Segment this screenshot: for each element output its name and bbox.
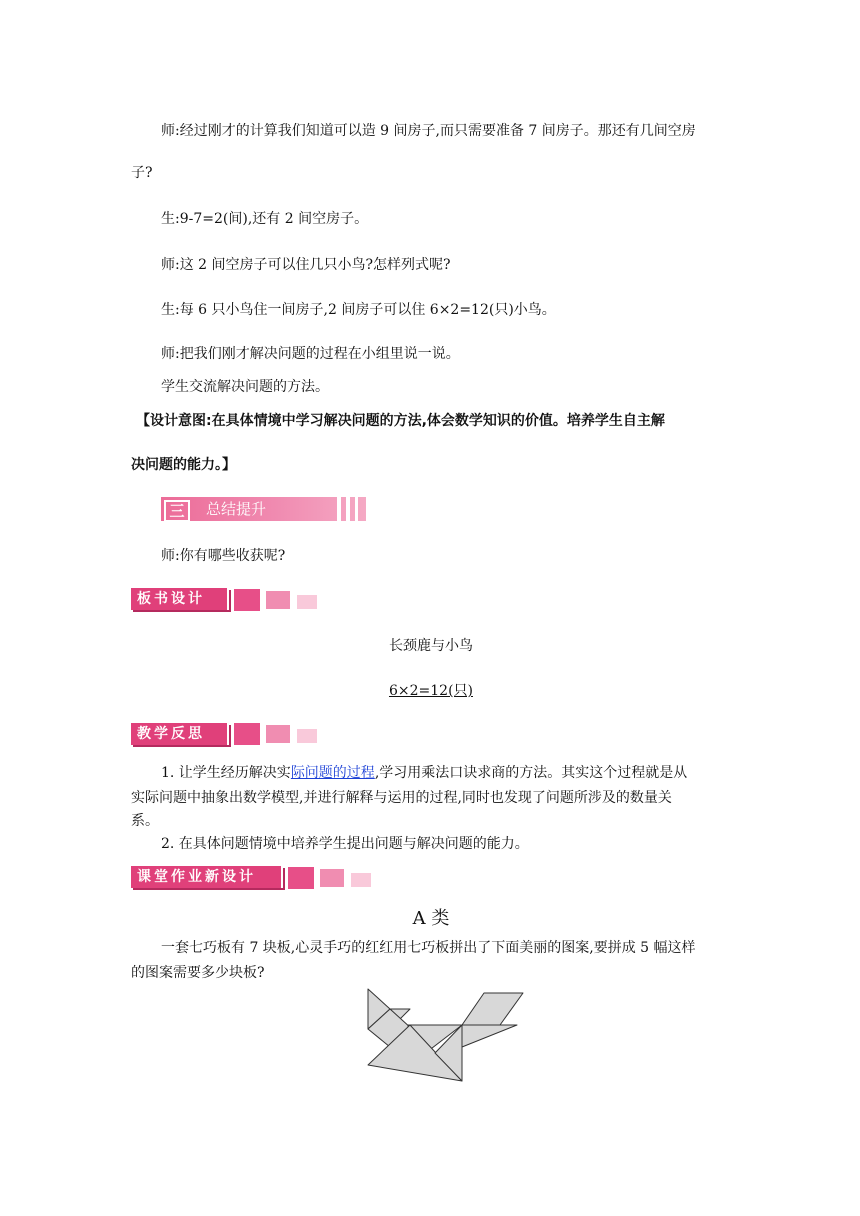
dialogue-line-6: 学生交流解决问题的方法。 bbox=[161, 379, 329, 395]
decor-square bbox=[288, 867, 314, 889]
homework-question-line-1: 一套七巧板有 7 块板,心灵手巧的红红用七巧板拼出了下面美丽的图案,要拼成 5 幅这样 bbox=[161, 940, 696, 956]
homework-question-line-2: 的图案需要多少块板? bbox=[131, 965, 265, 981]
reflection-label: 教学反思 bbox=[131, 723, 229, 745]
decor-square bbox=[234, 589, 260, 611]
board-design-label: 板书设计 bbox=[131, 588, 229, 610]
section-stripe bbox=[355, 497, 358, 521]
reflection-link[interactable]: 际问题的过程 bbox=[290, 765, 375, 781]
homework-label: 课堂作业新设计 bbox=[131, 866, 283, 888]
decor-square bbox=[266, 725, 290, 743]
dialogue-line-3: 师:这 2 间空房子可以住几只小鸟?怎样列式呢? bbox=[161, 257, 451, 273]
board-formula: 6×2=12(只) bbox=[388, 683, 473, 699]
homework-category: A 类 bbox=[412, 908, 450, 929]
tangram-body-back bbox=[462, 1025, 517, 1047]
decor-square bbox=[297, 595, 317, 609]
tangram-tail bbox=[462, 993, 523, 1025]
decor-square bbox=[266, 591, 290, 609]
dialogue-line-1: 师:经过刚才的计算我们知道可以造 9 间房子,而只需要准备 7 间房子。那还有几间空房 bbox=[161, 123, 696, 139]
summary-question: 师:你有哪些收获呢? bbox=[161, 548, 286, 564]
reflection-item-2: 2. 在具体问题情境中培养学生提出问题与解决问题的能力。 bbox=[161, 836, 529, 852]
dialogue-line-1-cont: 子? bbox=[131, 165, 153, 181]
dialogue-line-5: 师:把我们刚才解决问题的过程在小组里说一说。 bbox=[161, 346, 460, 362]
board-title: 长颈鹿与小鸟 bbox=[389, 638, 473, 654]
reflection-item-1: 1. 让学生经历解决实际问题的过程,学习用乘法口诀求商的方法。其实这个过程就是从 bbox=[161, 765, 688, 781]
reflection-item-1-line-2: 实际问题中抽象出数学模型,并进行解释与运用的过程,同时也发现了问题所涉及的数量关 bbox=[131, 790, 672, 806]
reflection-item-1-line-3: 系。 bbox=[131, 813, 159, 829]
design-intent-line-2: 决问题的能力。】 bbox=[131, 457, 236, 473]
dialogue-line-2: 生:9-7=2(间),还有 2 间空房子。 bbox=[161, 211, 369, 227]
decor-square bbox=[234, 723, 260, 745]
decor-square bbox=[297, 729, 317, 743]
dialogue-line-4: 生:每 6 只小鸟住一间房子,2 间房子可以住 6×2=12(只)小鸟。 bbox=[161, 302, 556, 318]
section-stripe bbox=[337, 497, 341, 521]
section-number: 三 bbox=[164, 500, 190, 522]
decor-square bbox=[320, 869, 344, 887]
decor-square bbox=[351, 873, 371, 887]
section-title: 总结提升 bbox=[206, 500, 267, 518]
section-stripe bbox=[346, 497, 350, 521]
tangram-cat-figure bbox=[360, 985, 530, 1085]
design-intent-line-1: 【设计意图:在具体情境中学习解决问题的方法,体会数学知识的价值。培养学生自主解 bbox=[136, 413, 665, 429]
